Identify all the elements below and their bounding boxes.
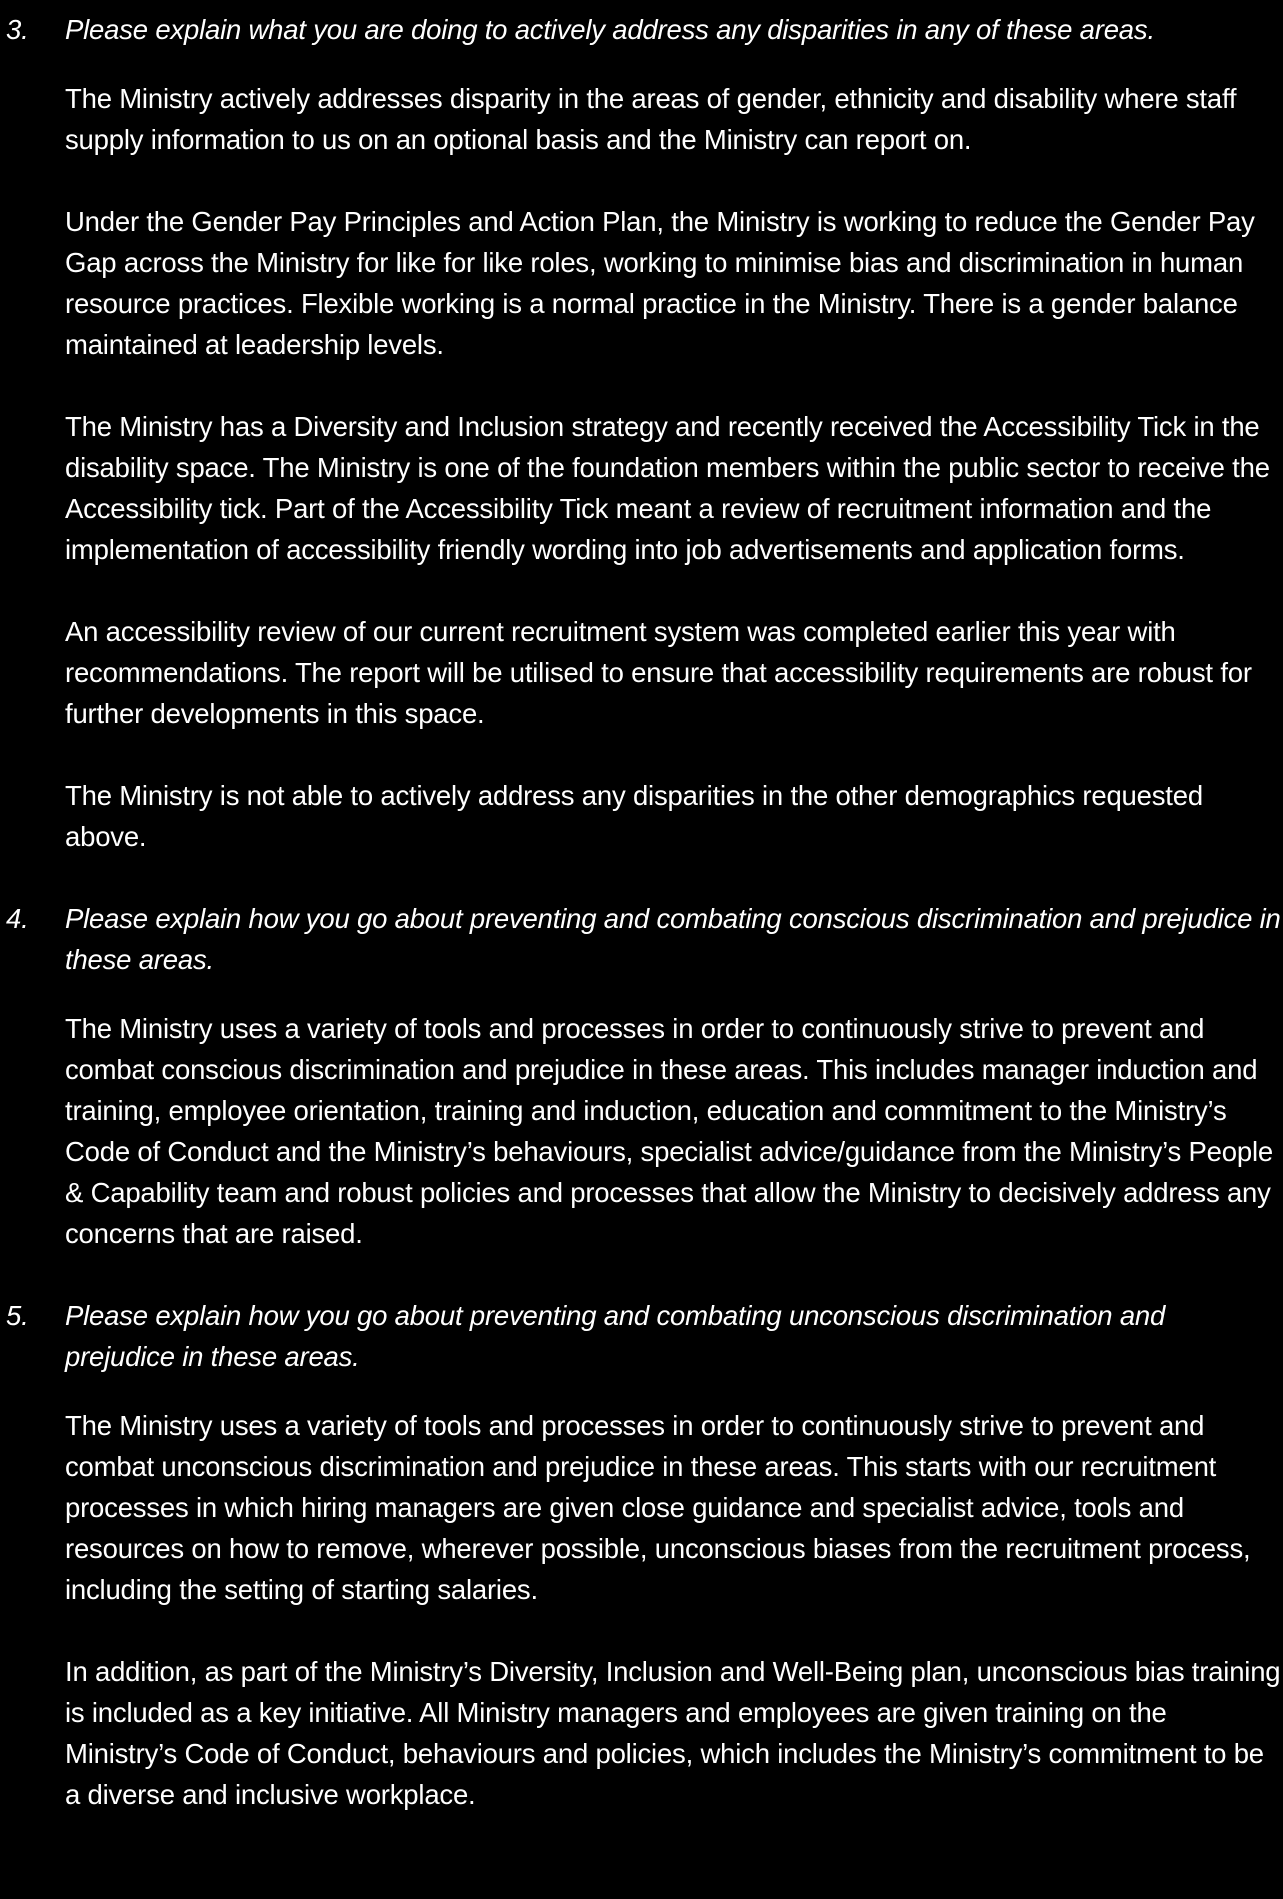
answer-paragraph: The Ministry actively addresses disparity in the areas of gender, ethnicity and disability where staff supply information to us on an optional basis and the Ministry can report on. — [65, 83, 1237, 155]
question-number-5: 5. — [6, 1300, 29, 1331]
answer-paragraph: The Ministry is not able to actively address any disparities in the other demographics requested above. — [65, 780, 1203, 852]
answer-block-3 — [65, 78, 1281, 857]
question-item-5 — [6, 1295, 1281, 1815]
answer-paragraph: The Ministry uses a variety of tools and processes in order to continuously strive to prevent and combat unconscious discrimination and prejudice in these areas. This starts with our recruitment processes in which hiring managers are given close guidance and specialist advice, tools and resources on how to remove, wherever possible, unconscious biases from the recruitment process, including the setting of starting salaries. — [65, 1410, 1251, 1605]
question-text-5: Please explain how you go about preventing and combating unconscious discrimination and prejudice in these areas. — [65, 1300, 1166, 1372]
answer-paragraph: The Ministry uses a variety of tools and processes in order to continuously strive to prevent and combat conscious discrimination and prejudice in these areas. This includes manager induction and training, employee orientation, training and induction, education and commitment to the Ministry’s Code of Conduct and the Ministry’s behaviours, specialist advice/guidance from the Ministry’s People & Capability team and robust policies and processes that allow the Ministry to decisively address any concerns that are raised. — [65, 1013, 1273, 1249]
answer-paragraph: An accessibility review of our current recruitment system was completed earlier this year with recommendations. The report will be utilised to ensure that accessibility requirements are robust for further developments in this space. — [65, 616, 1252, 729]
question-item-4 — [6, 898, 1281, 1254]
answer-block-4 — [65, 1008, 1281, 1254]
question-text-4: Please explain how you go about preventing and combating conscious discrimination and prejudice in these areas. — [65, 903, 1281, 975]
answer-paragraph: The Ministry has a Diversity and Inclusion strategy and recently received the Accessibility Tick in the disability space. The Ministry is one of the foundation members within the public sector to receive the Accessibility tick. Part of the Accessibility Tick meant a review of recruitment information and the implementation of accessibility friendly wording into job advertisements and application forms. — [65, 411, 1270, 565]
question-number-3: 3. — [6, 14, 29, 45]
question-number-4: 4. — [6, 903, 29, 934]
answer-paragraph: In addition, as part of the Ministry’s Diversity, Inclusion and Well-Being plan, unconscious bias training is included as a key initiative. All Ministry managers and employees are given training on the Ministry’s Code of Conduct, behaviours and policies, which includes the Ministry’s commitment to be a diverse and inclusive workplace. — [65, 1656, 1281, 1810]
question-text-3: Please explain what you are doing to actively address any disparities in any of these areas. — [65, 14, 1155, 45]
answer-paragraph: Under the Gender Pay Principles and Action Plan, the Ministry is working to reduce the Gender Pay Gap across the Ministry for like for like roles, working to minimise bias and discrimination in human resource practices. Flexible working is a normal practice in the Ministry. There is a gender balance maintained at leadership levels. — [65, 206, 1255, 360]
question-item-3 — [6, 9, 1281, 857]
answer-block-5 — [65, 1405, 1281, 1815]
